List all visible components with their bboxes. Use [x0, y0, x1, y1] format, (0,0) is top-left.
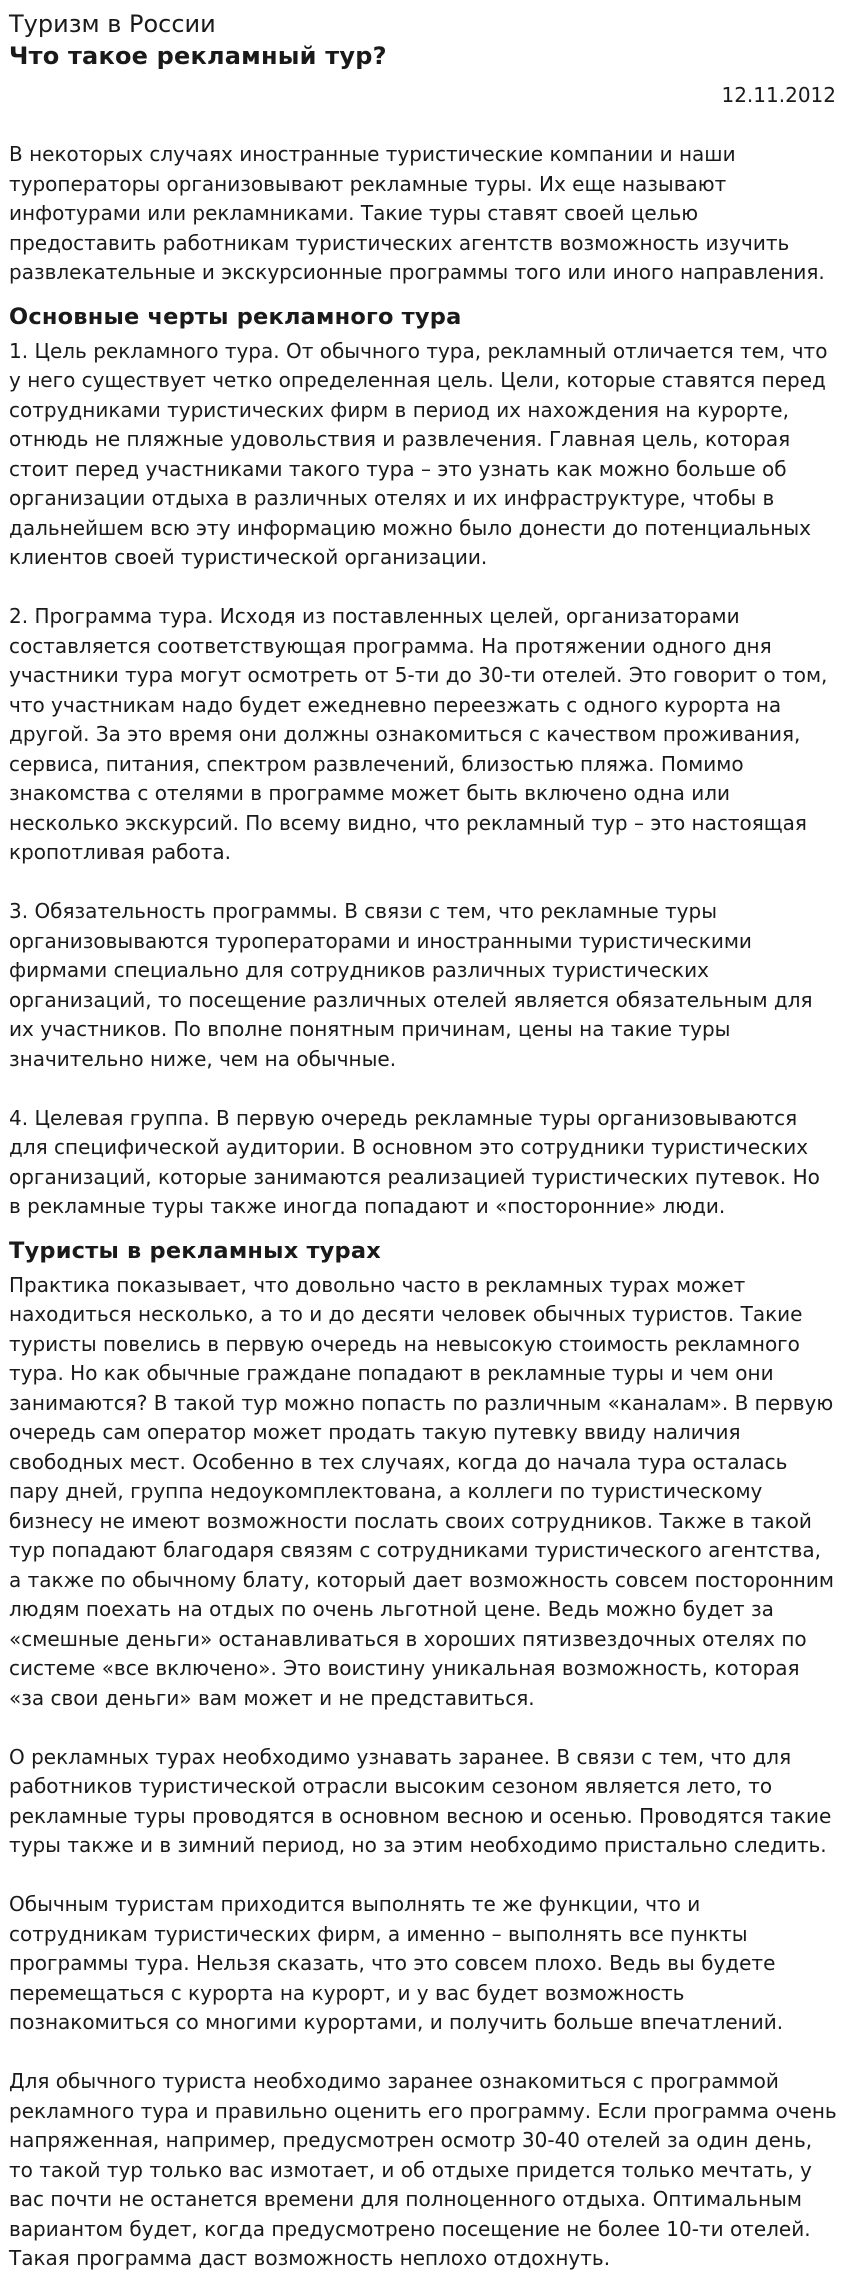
article-date: 12.11.2012	[721, 83, 836, 107]
paragraph: О рекламных турах необходимо узнавать заранее. В связи с тем, что для работников туристической отрасли высоким сезоном является лето, то рекламные туры проводятся в основном весною и осенью. Проводятся такие туры также и в зимний период, но за этим необходимо пристально следить.	[9, 1744, 832, 1857]
paragraph: 1. Цель рекламного тура. От обычного тура, рекламный отличается тем, что у него существует четко определенная цель. Цели, которые ставятся перед сотрудниками туристических фирм в период их нахождения на курорте, отнюдь не пляжные удовольствия и развлечения. Главная цель, которая стоит перед участниками такого тура – это узнать как можно больше об организации отдыха в различных отелях и их инфраструктуре, чтобы в дальнейшем всю эту информацию можно было донести до потенциальных клиентов своей туристической организации.	[9, 338, 828, 569]
section-tourists	[9, 1236, 838, 2274]
paragraph: Для обычного туриста необходимо заранее ознакомиться с программой рекламного тура и правильно оценить его программу. Если программа очень напряженная, например, предусмотрен осмотр 30-40 отелей за один день, то такой тур только вас измотает, и об отдыхе придется только мечтать, у вас почти не останется времени для полноценного отдыха. Оптимальным вариантом будет, когда предусмотрено посещение не более 10-ти отелей. Такая программа даст возможность неплохо отдохнуть.	[9, 2069, 837, 2270]
site-title: Туризм в России	[9, 10, 216, 38]
article-title: Что такое рекламный тур?	[9, 42, 387, 70]
paragraph: 2. Программа тура. Исходя из поставленных целей, организаторами составляется соответствующая программа. На протяжении одного дня участники тура могут осмотреть от 5-ти до 30-ти отелей. Это говорит о том, что участникам надо будет ежедневно переезжать с одного курорта на другой. За это время они должны ознакомиться с качеством проживания, сервиса, питания, спектром развлечений, близостью пляжа. Помимо знакомства с отелями в программе может быть включено одна или несколько экскурсий. По всему видно, что рекламный тур – это настоящая кропотливая работа.	[9, 604, 828, 864]
section-features	[9, 302, 838, 1222]
section-heading: Туристы в рекламных турах	[9, 1237, 381, 1264]
paragraph: Обычным туристам приходится выполнять те же функции, что и сотрудникам туристических фирм, а именно – выполнять все пункты программы тура. Нельзя сказать, что это совсем плохо. Ведь вы будете перемещаться с курорта на курорт, и у вас будет возможность познакомиться со многими курортами, и получить больше впечатлений.	[9, 1892, 784, 2034]
paragraph: 3. Обязательность программы. В связи с тем, что рекламные туры организовываются туроператорами и иностранными туристическими фирмами специально для сотрудников различных туристических организаций, то посещение различных отелей является обязательным для их участников. По вполне понятным причинам, цены на такие туры значительно ниже, чем на обычные.	[9, 899, 813, 1071]
article-lead: В некоторых случаях иностранные туристические компании и наши туроператоры организовывают рекламные туры. Их еще называют инфотурами или рекламниками. Такие туры ставят своей целью предоставить работникам туристических агентств возможность изучить развлекательные и экскурсионные программы того или иного направления.	[9, 142, 825, 284]
paragraph: 4. Целевая группа. В первую очередь рекламные туры организовываются для специфической аудитории. В основном это сотрудники туристических организаций, которые занимаются реализацией туристических путевок. Но в рекламные туры также иногда попадают и «посторонние» люди.	[9, 1105, 820, 1218]
section-heading: Основные черты рекламного тура	[9, 303, 462, 330]
paragraph: Практика показывает, что довольно часто в рекламных турах может находиться несколько, а то и до десяти человек обычных туристов. Такие туристы повелись в первую очередь на невысокую стоимость рекламного тура. Но как обычные граждане попадают в рекламные туры и чем они занимаются? В такой тур можно попасть по различным «каналам». В первую очередь сам оператор может продать такую путевку ввиду наличия свободных мест. Особенно в тех случаях, когда до начала тура осталась пару дней, группа недоукомплектована, а коллеги по туристическому бизнесу не имеют возможности послать своих сотрудников. Также в такой тур попадают благодаря связям с сотрудниками туристического агентства, а также по обычному блату, который дает возможность совсем посторонним людям поехать на отдых по очень льготной цене. Ведь можно будет за «смешные деньги» останавливаться в хороших пятизвездочных отелях по системе «все включено». Это воистину уникальная возможность, которая «за свои деньги» вам может и не представиться.	[9, 1272, 834, 1710]
